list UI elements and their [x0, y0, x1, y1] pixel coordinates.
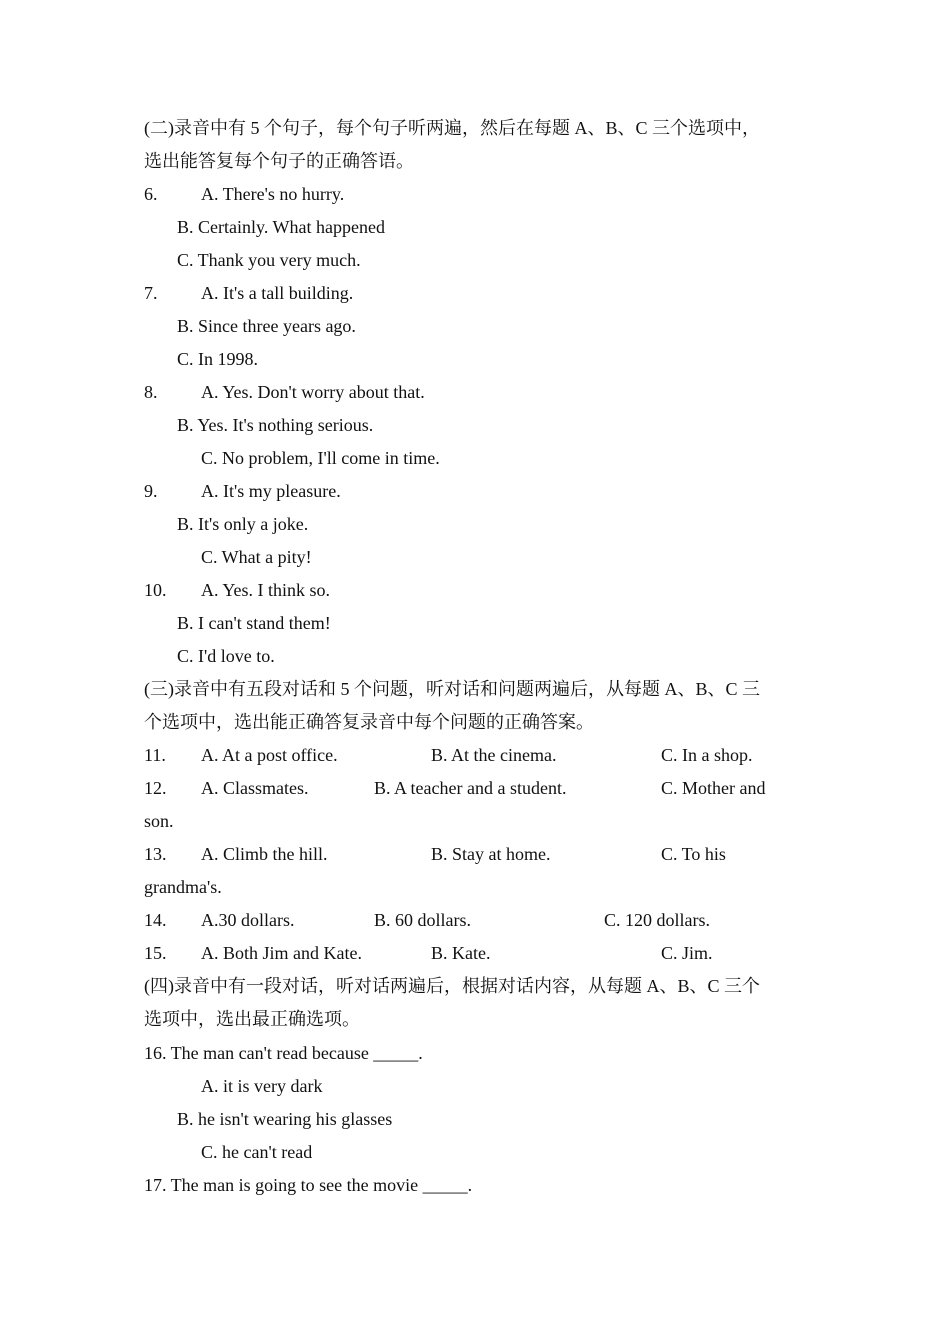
question-stem: 17. The man is going to see the movie _____.: [144, 1175, 473, 1195]
option-b: B. Kate.: [431, 943, 491, 963]
question-number: 9.: [144, 481, 158, 501]
option-a: A.30 dollars.: [201, 910, 295, 930]
option-c: C. Jim.: [661, 943, 713, 963]
option-c: C. To his: [661, 844, 726, 864]
option-b: B. 60 dollars.: [374, 910, 471, 930]
question-number: 8.: [144, 382, 158, 402]
option-c: C. I'd love to.: [177, 646, 275, 666]
question-number: 11.: [144, 745, 166, 765]
option-c: C. he can't read: [201, 1142, 313, 1162]
option-a: A. It's a tall building.: [201, 283, 354, 303]
option-a: A. it is very dark: [201, 1076, 323, 1096]
option-c: C. In a shop.: [661, 745, 753, 765]
section4-heading-line2: 选项中，选出最正确选项。: [144, 1009, 360, 1029]
option-b: B. Since three years ago.: [177, 316, 356, 336]
option-c-wrap: son.: [144, 811, 174, 831]
option-a: A. Climb the hill.: [201, 844, 328, 864]
question-number: 7.: [144, 283, 158, 303]
question-number: 6.: [144, 184, 158, 204]
section3-heading-line1: (三)录音中有五段对话和 5 个问题，听对话和问题两遍后，从每题 A、B、C 三: [144, 679, 760, 699]
option-b: B. Yes. It's nothing serious.: [177, 415, 374, 435]
option-b: B. Stay at home.: [431, 844, 551, 864]
question-number: 14.: [144, 910, 167, 930]
option-c: C. No problem, I'll come in time.: [201, 448, 440, 468]
option-b: B. It's only a joke.: [177, 514, 309, 534]
section2-heading-line1: (二)录音中有 5 个句子，每个句子听两遍，然后在每题 A、B、C 三个选项中，: [144, 118, 760, 138]
option-b: B. A teacher and a student.: [374, 778, 567, 798]
option-a: A. Both Jim and Kate.: [201, 943, 362, 963]
question-number: 12.: [144, 778, 167, 798]
question-number: 10.: [144, 580, 167, 600]
question-stem: 16. The man can't read because _____.: [144, 1043, 423, 1063]
section4-heading-line1: (四)录音中有一段对话，听对话两遍后，根据对话内容，从每题 A、B、C 三个: [144, 976, 760, 996]
option-a: A. Classmates.: [201, 778, 309, 798]
option-c: C. Thank you very much.: [177, 250, 361, 270]
option-c: C. What a pity!: [201, 547, 312, 567]
option-a: A. There's no hurry.: [201, 184, 345, 204]
question-number: 15.: [144, 943, 167, 963]
option-c: C. In 1998.: [177, 349, 258, 369]
option-b: B. I can't stand them!: [177, 613, 331, 633]
option-a: A. Yes. Don't worry about that.: [201, 382, 425, 402]
option-c: C. 120 dollars.: [604, 910, 710, 930]
option-b: B. Certainly. What happened: [177, 217, 385, 237]
option-c: C. Mother and: [661, 778, 766, 798]
option-a: A. Yes. I think so.: [201, 580, 331, 600]
section2-heading-line2: 选出能答复每个句子的正确答语。: [144, 151, 414, 171]
option-a: A. At a post office.: [201, 745, 338, 765]
option-b: B. he isn't wearing his glasses: [177, 1109, 393, 1129]
option-a: A. It's my pleasure.: [201, 481, 341, 501]
option-c-wrap: grandma's.: [144, 877, 222, 897]
option-b: B. At the cinema.: [431, 745, 557, 765]
section3-heading-line2: 个选项中，选出能正确答复录音中每个问题的正确答案。: [144, 712, 594, 732]
question-number: 13.: [144, 844, 167, 864]
